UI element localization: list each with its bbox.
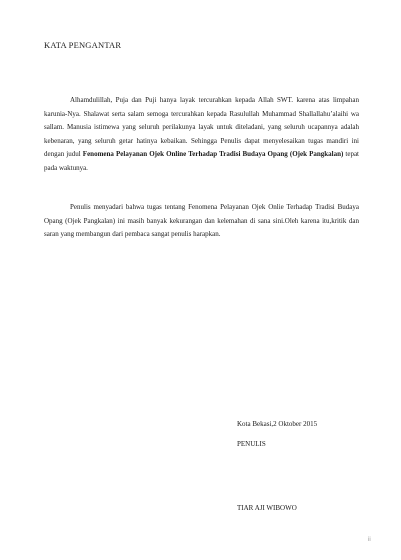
signature-place-date: Kota Bekasi,2 Oktober 2015 [237,420,318,428]
paragraph-intro-text-end: tepat pada waktunya. [44,150,359,172]
paragraph-intro [44,94,359,175]
paper-title-bold: Fenomena Pelayanan Ojek Online Terhadap Tradisi Budaya Opang (Ojek Pangkalan) [82,150,344,158]
paragraph-intro-text-start: Alhamdulillah, Puja dan Puji hanya layak tercurahkan kepada Allah SWT. karena atas limpahan karunia-Nya. Shalawat serta salam semoga tercurahkan kepada Rasulullah Muhammad Shallallahu’alaihi wa sallam. Manusia istimewa yang seluruh perilakunya layak untuk diteladani, yang seluruh ucapannya adalah kebenaran, yang seluruh getar hatinya kebaikan. Sehingga Penulis dapat menyelesaikan tugas mandiri ini dengan judul [44,96,359,158]
page-number: ii [368,537,371,543]
signature-name: TIAR AJI WIBOWO [237,504,297,512]
paragraph-acknowledgement: Penulis menyadari bahwa tugas tentang Fenomena Pelayanan Ojek Onlie Terhadap Tradisi Budaya Opang (Ojek Pangkalan) ini masih banyak kekurangan dan kelemahan di sana sini.Oleh karena itu,kritik dan saran yang membangun dari pembaca sangat penulis harapkan. [44,203,359,238]
signature-role: PENULIS [237,440,266,448]
page-title: KATA PENGANTAR [44,40,122,50]
